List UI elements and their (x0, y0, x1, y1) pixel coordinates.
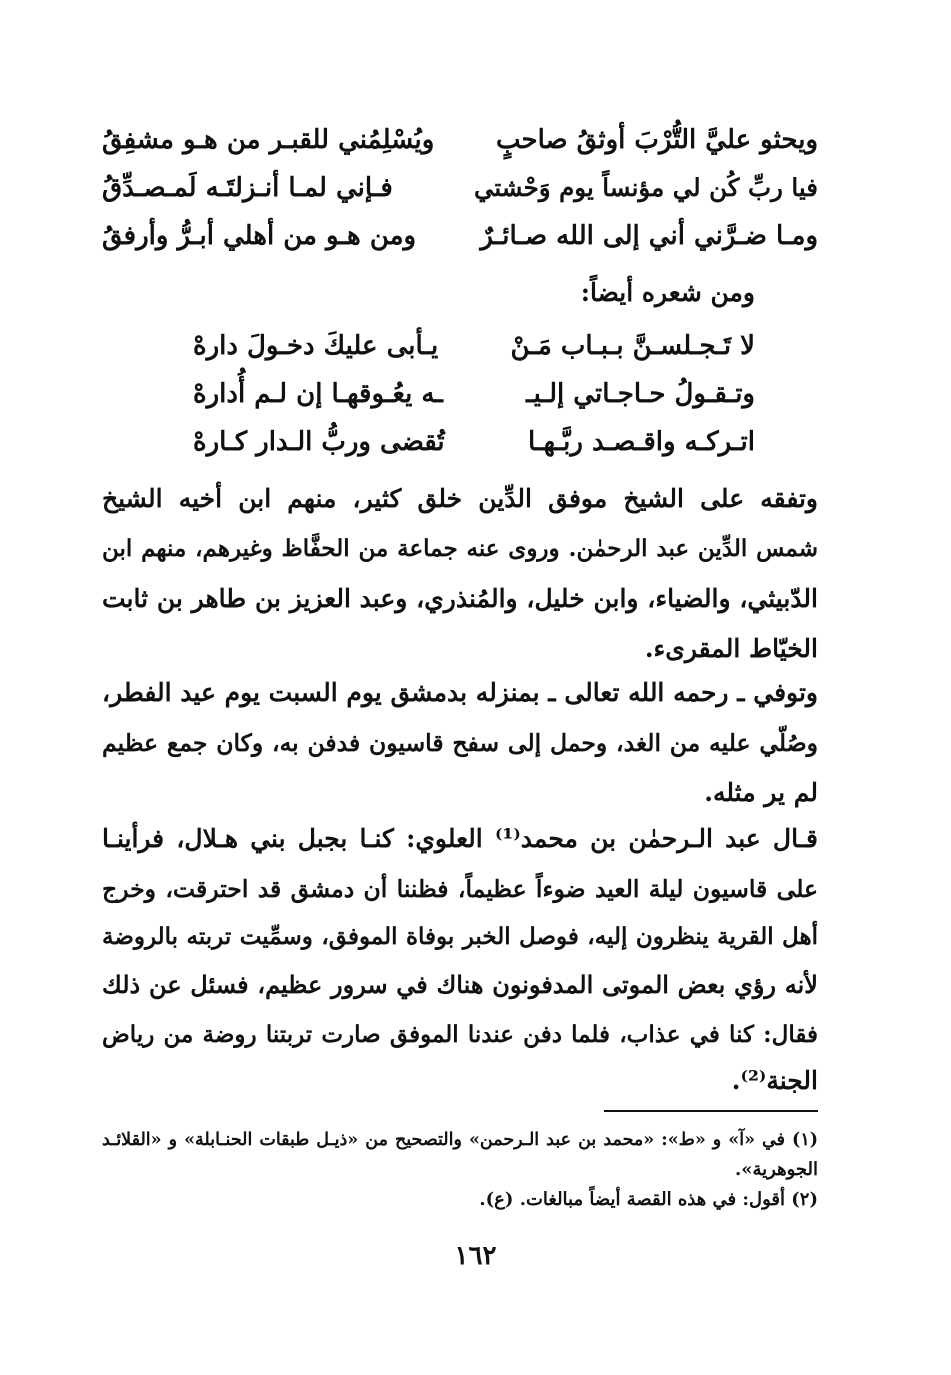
verse-first-hemistich: فيا ربِّ كُن لي مؤنساً يوم وَحْشتي (473, 173, 818, 202)
verse-second-hemistich: فـإني لمـا أنـزلتَـه لَمـصـدِّقُ (102, 173, 393, 203)
paragraph-line: الخيّاط المقرىء. (644, 634, 818, 663)
verse-first-hemistich: وتـقـولُ حـاجـاتي إلـيـ (526, 379, 755, 409)
poem1-verse (102, 164, 818, 212)
paragraph-line: الدّبيثي، والضياء، وابن خليل، والمُنذري، وعبد العزيز بن طاهر بن ثابت (102, 584, 818, 613)
poem2-verse (193, 418, 755, 466)
verse-second-hemistich: ومن هـو من أهلي أبـرُّ وأرفقُ (102, 221, 417, 251)
paragraph-line: قـال عبد الـرحمٰن بن محمد⁽¹⁾ العلوي: كنـا بجبل بني هـلال، فرأينـا (102, 824, 818, 853)
verse-first-hemistich: لا تَـجـلسـنَّ بـبـاب مَـنْ (510, 331, 755, 361)
verse-second-hemistich: ويُسْلِمُني للقبـر من هـو مشفِقُ (102, 125, 435, 155)
footnote-line: (١) في «آ» و «ط»: «محمد بن عبد الـرحمن» والتصحيح من «ذيـل طبقات الحنـابلة» و «القلائـد (102, 1130, 818, 1150)
paragraph-line: الجنة⁽²⁾. (731, 1066, 818, 1095)
page-number: ١٦٢ (454, 1241, 497, 1271)
verse-second-hemistich: يـأبى عليكَ دخـولَ دارهْ (193, 331, 439, 361)
footnote-line: (٢) أقول: في هذه القصة أيضاً مبالغات. (ع). (479, 1189, 818, 1210)
verse-first-hemistich: ويحثو عليَّ التُّرْبَ أوثقُ صاحبٍ (496, 125, 818, 155)
paragraph-line: وتفقه على الشيخ موفق الدِّين خلق كثير، منهم ابن أخيه الشيخ (102, 484, 818, 513)
verse-first-hemistich: اتـركـه واقـصـد ربَّـهـا (527, 427, 755, 457)
paragraph-line: شمس الدِّين عبد الرحمٰن. وروى عنه جماعة من الحفَّاظ وغيرهم، منهم ابن (102, 535, 818, 562)
paragraph-line: وصُلّي عليه من الغد، وحمل إلى سفح قاسيون فدفن به، وكان جمع عظيم (102, 729, 818, 757)
poem2-intro: ومن شعره أيضاً: (580, 278, 755, 307)
paragraph-line: فقال: كنا في عذاب، فلما دفن عندنا الموفق صارت تربتنا روضة من رياض (102, 1021, 818, 1048)
verse-second-hemistich: تُقضى وربُّ الـدار كـارهْ (193, 427, 445, 457)
paragraph-line: أهل القرية ينظرون إليه، فوصل الخبر بوفاة الموفق، وسمِّيت تربته بالروضة (102, 923, 818, 950)
poem2-verse (193, 322, 755, 370)
verse-first-hemistich: ومـا ضـرَّني أني إلى الله صـائـرٌ (480, 221, 818, 251)
paragraph-line: لم ير مثله. (704, 778, 818, 807)
footnote-separator (604, 1110, 818, 1112)
poem1-verse (102, 212, 818, 260)
paragraph-line: على قاسيون ليلة العيد ضوءاً عظيماً، فظننا أن دمشق قد احترقت، وخرج (102, 875, 818, 903)
paragraph-line: وتوفي ـ رحمه الله تعالى ـ بمنزله بدمشق يوم السبت يوم عيد الفطر، (102, 678, 818, 707)
poem2-verse (193, 370, 755, 418)
poem1-verse (102, 116, 818, 164)
verse-second-hemistich: ـه يعُـوقهـا إن لـم أُدارهْ (193, 379, 443, 409)
footnote-line: الجوهرية». (734, 1159, 818, 1180)
paragraph-line: لأنه رؤي بعض الموتى المدفونون هناك في سرور عظيم، فسئل عن ذلك (102, 970, 818, 999)
